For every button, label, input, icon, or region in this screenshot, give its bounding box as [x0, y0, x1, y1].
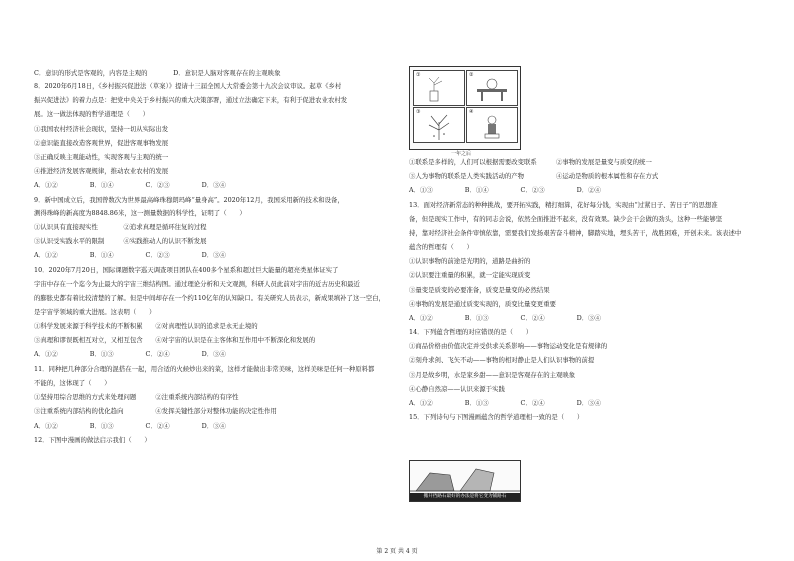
- stone-on-road-icon: [410, 461, 520, 493]
- right-text-line: ③量变是质变的必要准备，质变是量变的必然结果: [409, 286, 550, 294]
- right-text-line: 13．面对经济新常态的种种挑战，要开拓实践，精打细算，花好每分钱，实现由“过紧日子、苦日子”的思想准: [409, 201, 718, 209]
- left-text-line: ③认识受实践水平的限制 ④实践推动人的认识不断发展: [34, 237, 207, 245]
- panel-number: ②: [469, 72, 474, 78]
- right-text-line: 蕴含的哲理有（ ）: [409, 243, 473, 251]
- right-text-line: A．①② B．①③ C．②④ D．③④: [409, 399, 601, 407]
- left-text-line: 是宇宙学领域的重大进展。这表明（ ）: [34, 308, 156, 316]
- stone-cartoon-caption: 搬开挡路石最好的办法是将它变为铺路石: [410, 493, 520, 501]
- right-text-line: 持，靠对经济社会条件审慎依靠，需要我们发扬艰苦奋斗精神，脚踏实地，埋头苦干，战胜困难，开创未来。该表述中: [409, 229, 742, 237]
- left-text-line: 9．新中国成立后，我国曾数次为世界最高峰珠穆朗玛峰“量身高”。2020年12月，我国采用新的技术和设备，: [34, 196, 344, 204]
- left-text-line: 振兴促进法》的着力点是：把党中央关于乡村振兴的重大决策部署，通过立法确定下来，有利于促进农业农村发: [34, 96, 348, 104]
- right-text-line: 15．下列诗句与下图漫画蕴含的哲学道理相一致的是（ ）: [409, 413, 584, 421]
- left-text-line: 11．同种把几种部分合理的混搭在一起，用合适的火候炒出来的菜，这样才能做出非常美味，这样美味是任何一种原料都: [34, 365, 375, 373]
- right-text-line: ③月是故乡明，水是家乡甜——意识是客观存在的主观映象: [409, 371, 576, 379]
- left-text-line: ④推进经济发展客观规律，推动农业农村的发展: [34, 167, 169, 175]
- left-text-line: A．①② B．①④ C．②③ D．③④: [34, 181, 226, 189]
- left-text-line: A．①② B．①③ C．②④ D．③④: [34, 350, 226, 358]
- right-text-line: ②认识要注重量的积累，就一定能实现质变: [409, 271, 531, 279]
- page-footer: 第 2 页 共 4 页: [376, 548, 418, 555]
- right-text-line: ①联系是多样的，人们可以根据需要改变联系 ②事物的发展是量变与质变的统一: [409, 158, 652, 166]
- right-text-line: ②刻舟求剑、飞矢不动——事物的相对静止是人们认识事物的前提: [409, 356, 595, 364]
- left-text-line: 不能的，这体现了（ ）: [34, 379, 111, 387]
- left-text-line: ①科学发展来源于科学技术的不断积累 ②对真理性认识的追求是永无止境的: [34, 322, 258, 330]
- left-text-line: ③注重系统内部结构的优化趋向 ④发挥关键性部分对整体功能的决定性作用: [34, 407, 277, 415]
- left-text-line: A．①② B．①③ C．②④ D．③④: [34, 422, 226, 430]
- right-text-line: ①认识事物的前途是光明的，道路是曲折的: [409, 257, 531, 265]
- stone-cartoon: [409, 460, 521, 502]
- left-text-line: ③真理和谬误既相互对立，又相互包含 ④对宇宙的认识是在主客体和互作用中不断深化和发展的: [34, 336, 316, 344]
- left-text-line: ①认识具有直接现实性 ②追求真理是循环往复的过程: [34, 223, 207, 231]
- panel-number: ①: [416, 72, 421, 78]
- left-text-line: C．意识的形式是客观的，内容是主观的 D．意识是人脑对客观存在的主观映象: [34, 69, 281, 77]
- right-text-line: 备，但是现实工作中，有的同志会说，依然全面推进不起来，没有效果。缺少会干会做的劲头，这种一些能够坚: [409, 215, 723, 223]
- right-text-line: ①商品价格由价值决定并受供求关系影响——事物运动变化是有规律的: [409, 342, 608, 350]
- left-text-line: 12．下图中漫画的做法启示我们（ ）: [34, 436, 151, 444]
- left-text-line: 展。这一做法体现的哲学道理是（ ）: [34, 110, 150, 118]
- right-text-line: A．①③ B．①④ C．②③ D．②④: [409, 186, 601, 194]
- left-text-line: ①坚持用综合思维的方式来处理问题 ②注重系统内部结构的有序性: [34, 393, 239, 401]
- left-text-line: 测得珠峰的新高度为8848.86米，这一测量数据的科学性，证明了（ ）: [34, 209, 246, 217]
- right-text-line: ③人为事物的联系是人类实践活动的产物 ④运动是物质的根本属性和存在方式: [409, 172, 659, 180]
- left-text-line: 8．2020年6月18日，《乡村振兴促进法（草案）》提请十三届全国人大常委会第十九次会议审议。起草《乡村: [34, 82, 342, 90]
- left-text-line: 宇宙中存在一个迄今为止最大的宇宙三维结构图。通过理论分析和天文观测，科研人员此前对宇宙的近古历史和最近: [34, 280, 360, 288]
- left-text-line: ②意识能直接改造客观世界，促进客观事物发展: [34, 139, 169, 147]
- cartoon-caption: 一年之后: [451, 151, 472, 157]
- right-text-line: 14．下列蕴含哲理的对应错误的是（ ）: [409, 328, 533, 336]
- right-text-line: ④事物的发展是通过质变实现的，质变比量变更重要: [409, 300, 556, 308]
- right-text-line: ④心静自然凉——认识来源于实践: [409, 385, 505, 393]
- panel-number: ④: [469, 109, 474, 115]
- left-text-line: 的膨胀史都有着比较清楚的了解。但是中间却存在一个约110亿年的认知缺口。有关研究人员表示，新成果填补了这一空白，: [34, 294, 385, 302]
- panel-number: ③: [416, 109, 421, 115]
- left-text-line: ①我国农村经济社会现状，坚持一切从实际出发: [34, 125, 169, 133]
- right-text-line: A．①② B．①③ C．②④ D．③④: [409, 314, 601, 322]
- left-text-line: 10．2020年7月20日，国际课题数字巡天调查项目团队在400多个星系和超过巨大能量的超亮类星体证实了: [34, 266, 339, 274]
- left-text-line: ③正确反映主观能动性，实现客观与主观的统一: [34, 153, 169, 161]
- left-text-line: A．①② B．①④ C．②③ D．③④: [34, 251, 226, 259]
